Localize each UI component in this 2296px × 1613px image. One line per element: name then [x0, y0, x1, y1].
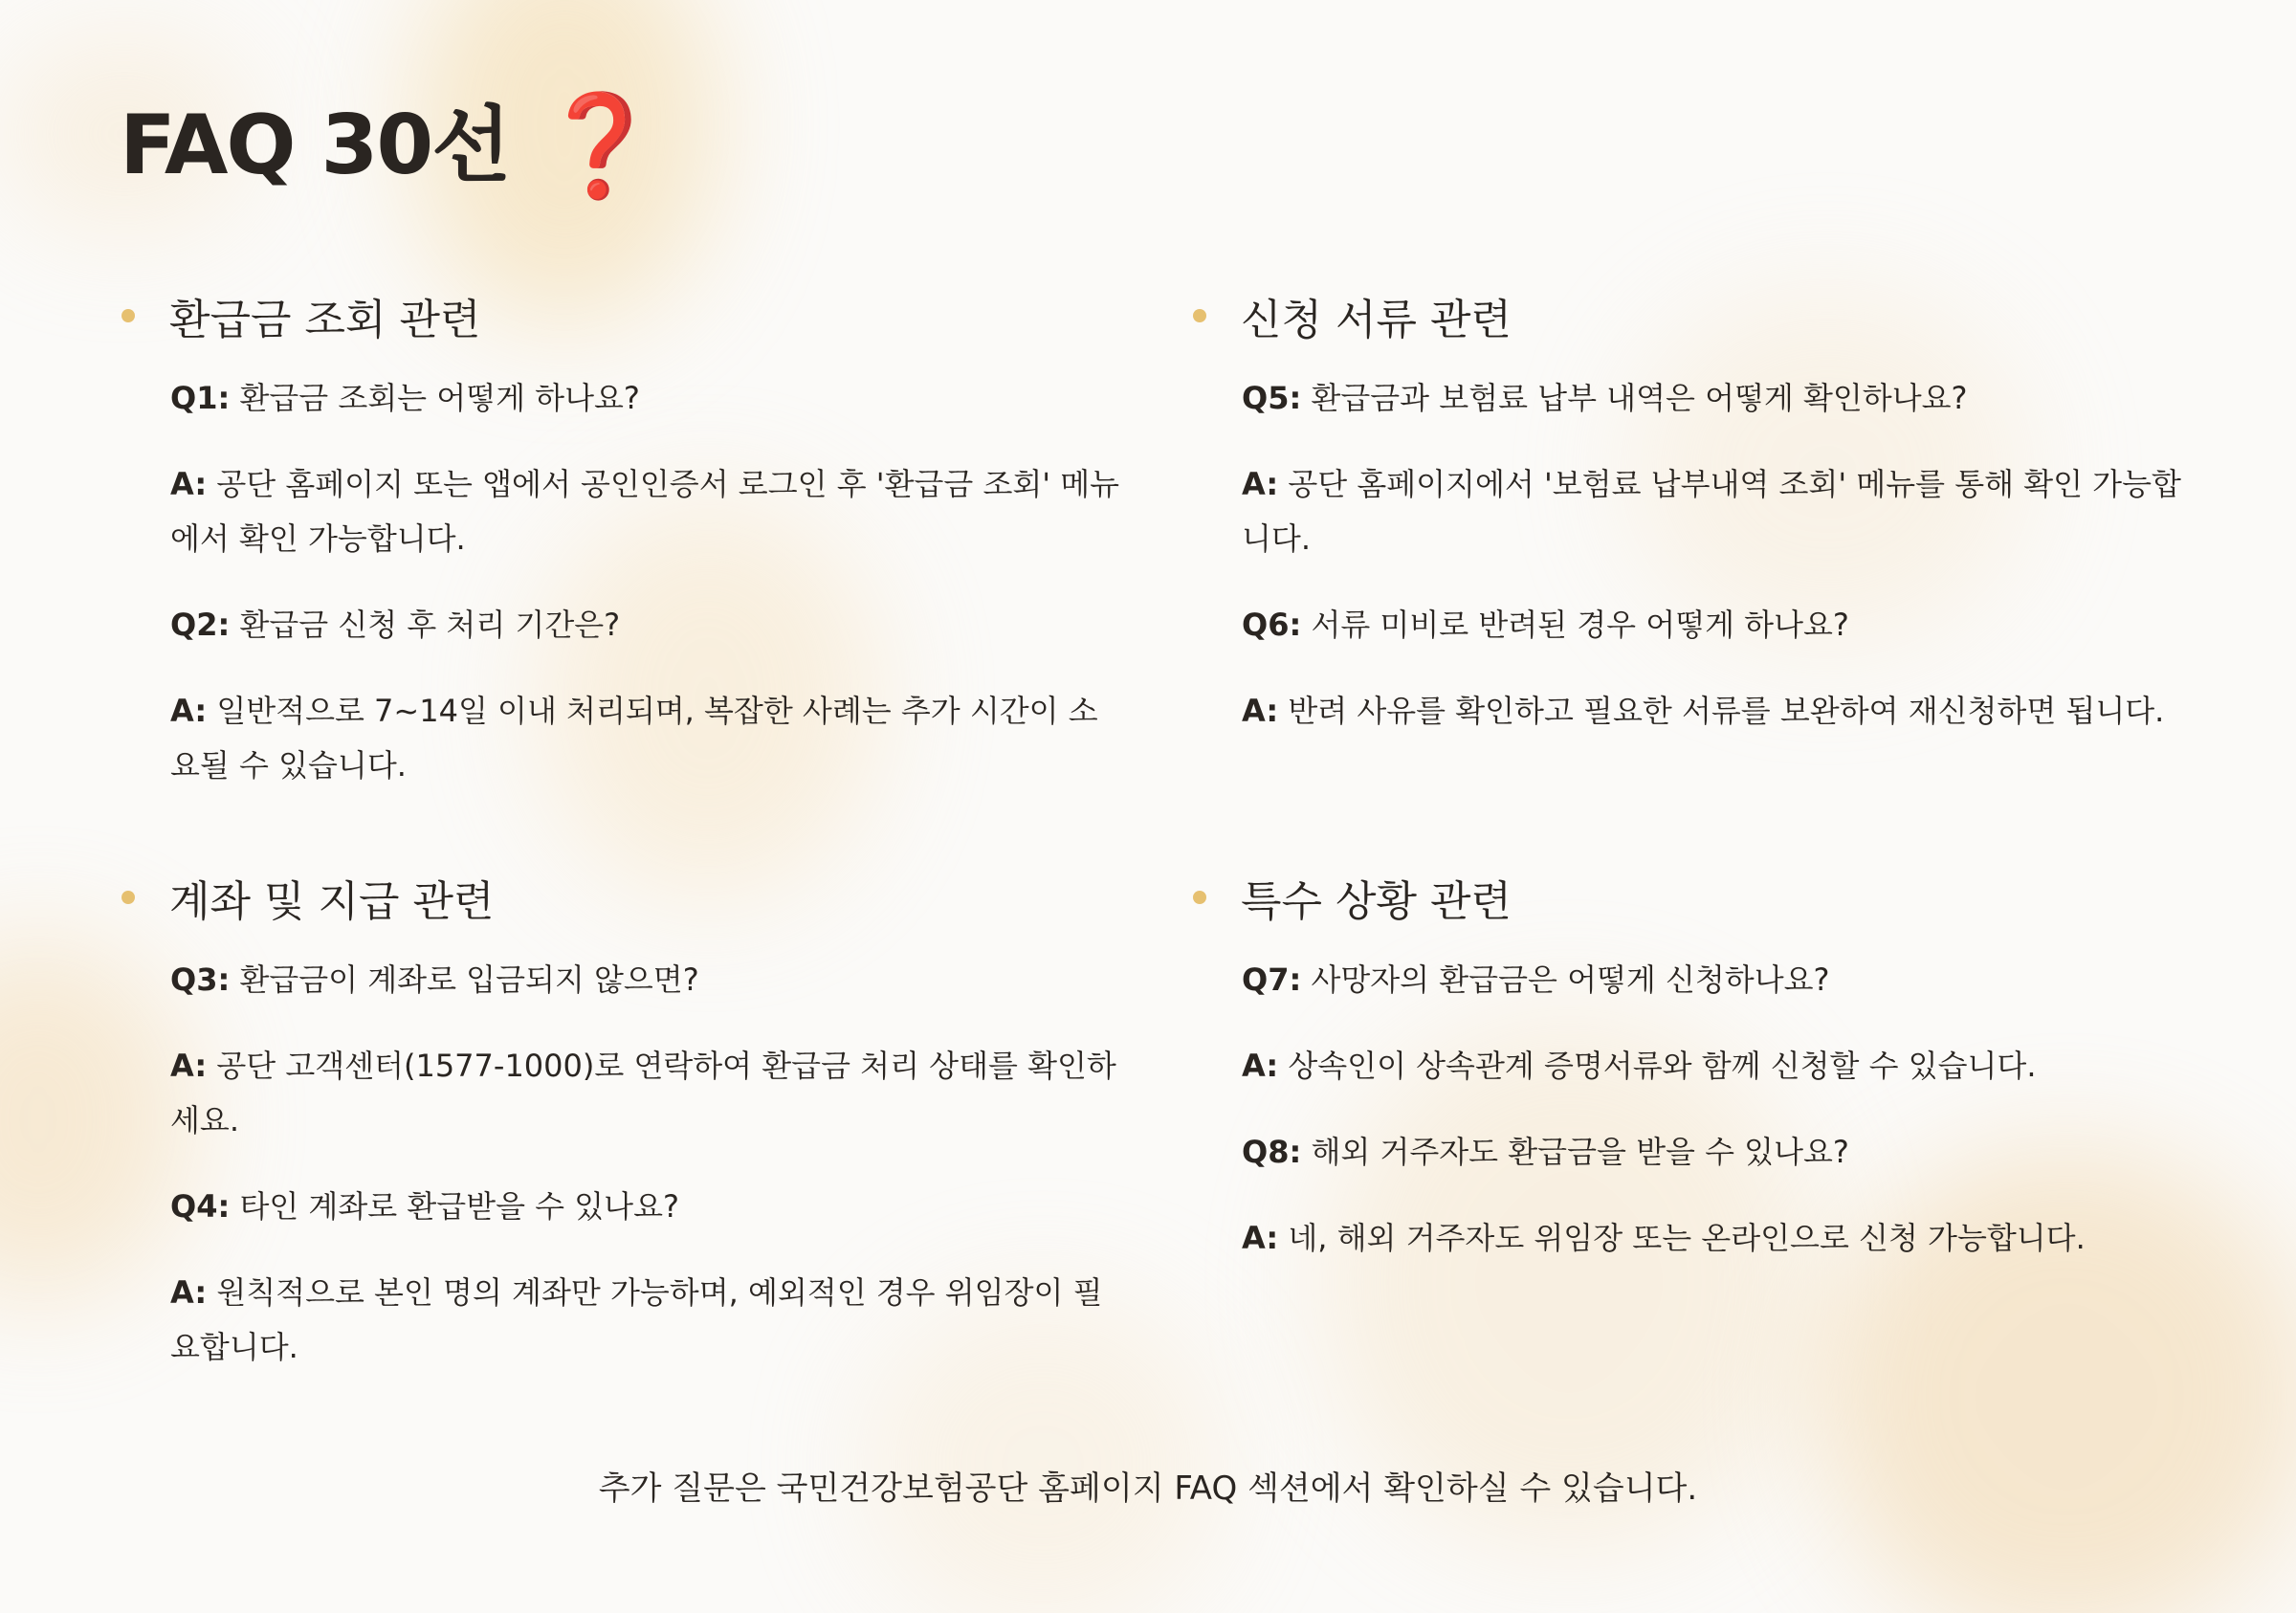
- section-header: [115, 285, 1071, 346]
- answer-tag: A:: [170, 693, 208, 729]
- answer-tag: A:: [170, 466, 208, 502]
- answer-item: [1242, 684, 2198, 739]
- question-item: [1242, 953, 2198, 1007]
- question-tag: Q3:: [170, 961, 231, 998]
- answer-text: 공단 홈페이지 또는 앱에서 공인인증서 로그인 후 '환급금 조회' 메뉴에서 확인 가능합니다.: [170, 466, 1120, 557]
- bullet-icon: [121, 891, 135, 904]
- bullet-icon: [1193, 891, 1206, 904]
- qa-list: [1242, 371, 2198, 739]
- answer-text: 공단 고객센터(1577-1000)로 연락하여 환급금 처리 상태를 확인하세요.: [170, 1048, 1116, 1138]
- section-title: 특수 상황 관련: [1241, 877, 1512, 926]
- qa-list: [1242, 953, 2198, 1266]
- question-item: [170, 598, 1127, 652]
- answer-tag: A:: [1242, 1220, 1279, 1256]
- question-tag: Q2:: [170, 607, 231, 643]
- answer-tag: A:: [1242, 693, 1279, 729]
- page-title: [120, 87, 660, 204]
- answer-text: 상속인이 상속관계 증명서류와 함께 신청할 수 있습니다.: [1288, 1048, 2037, 1084]
- question-tag: Q6:: [1242, 607, 1302, 643]
- question-text: 서류 미비로 반려된 경우 어떻게 하나요?: [1311, 607, 1849, 643]
- question-text: 환급금 조회는 어떻게 하나요?: [239, 380, 640, 416]
- question-tag: Q5:: [1242, 380, 1302, 416]
- qa-list: [170, 371, 1127, 793]
- question-item: [170, 1180, 1127, 1234]
- question-item: [1242, 1125, 2198, 1180]
- qa-list: [170, 953, 1127, 1375]
- answer-item: [170, 684, 1127, 793]
- answer-tag: A:: [1242, 466, 1279, 502]
- answer-tag: A:: [170, 1048, 208, 1084]
- answer-text: 반려 사유를 확인하고 필요한 서류를 보완하여 재신청하면 됩니다.: [1288, 693, 2165, 729]
- faq-section-account-payment: [115, 867, 1116, 1406]
- bullet-icon: [121, 309, 135, 322]
- answer-tag: A:: [170, 1274, 208, 1311]
- answer-item: [170, 1266, 1127, 1375]
- answer-text: 네, 해외 거주자도 위임장 또는 온라인으로 신청 가능합니다.: [1288, 1220, 2086, 1256]
- question-item: [1242, 371, 2198, 426]
- question-item: [1242, 598, 2198, 652]
- answer-text: 원칙적으로 본인 명의 계좌만 가능하며, 예외적인 경우 위임장이 필요합니다.: [170, 1274, 1103, 1365]
- question-tag: Q8:: [1242, 1134, 1302, 1170]
- answer-item: [170, 457, 1127, 566]
- bullet-icon: [1193, 309, 1206, 322]
- section-header: [1186, 867, 2143, 928]
- question-text: 해외 거주자도 환급금을 받을 수 있나요?: [1311, 1134, 1849, 1170]
- question-tag: Q1:: [170, 380, 231, 416]
- faq-section-special-cases: [1186, 867, 2143, 1297]
- question-tag: Q4:: [170, 1188, 231, 1225]
- answer-item: [1242, 1211, 2198, 1266]
- section-header: [1186, 285, 2143, 346]
- question-mark-icon: ❓: [538, 87, 660, 204]
- answer-text: 일반적으로 7~14일 이내 처리되며, 복잡한 사례는 추가 시간이 소요될 수 있습니다.: [170, 693, 1098, 784]
- section-title: 환급금 조회 관련: [169, 296, 481, 344]
- question-text: 환급금이 계좌로 입금되지 않으면?: [239, 961, 699, 998]
- question-text: 사망자의 환급금은 어떻게 신청하나요?: [1311, 961, 1830, 998]
- question-tag: Q7:: [1242, 961, 1302, 998]
- question-item: [170, 953, 1127, 1007]
- question-text: 환급금과 보험료 납부 내역은 어떻게 확인하나요?: [1311, 380, 1968, 416]
- question-text: 환급금 신청 후 처리 기간은?: [239, 607, 621, 643]
- section-header: [115, 867, 1071, 928]
- question-text: 타인 계좌로 환급받을 수 있나요?: [239, 1188, 679, 1225]
- answer-tag: A:: [1242, 1048, 1279, 1084]
- footer-note: 추가 질문은 국민건강보험공단 홈페이지 FAQ 섹션에서 확인하실 수 있습니다.: [598, 1469, 1698, 1508]
- faq-section-refund-lookup: [115, 285, 1120, 825]
- answer-item: [170, 1039, 1127, 1148]
- page-title-text: FAQ 30선: [120, 98, 510, 193]
- faq-section-documents: [1186, 285, 2181, 770]
- question-item: [170, 371, 1127, 426]
- section-title: 계좌 및 지급 관련: [169, 877, 495, 926]
- section-title: 신청 서류 관련: [1241, 296, 1512, 344]
- answer-item: [1242, 1039, 2198, 1094]
- answer-text: 공단 홈페이지에서 '보험료 납부내역 조회' 메뉴를 통해 확인 가능합니다.: [1242, 466, 2181, 557]
- answer-item: [1242, 457, 2198, 566]
